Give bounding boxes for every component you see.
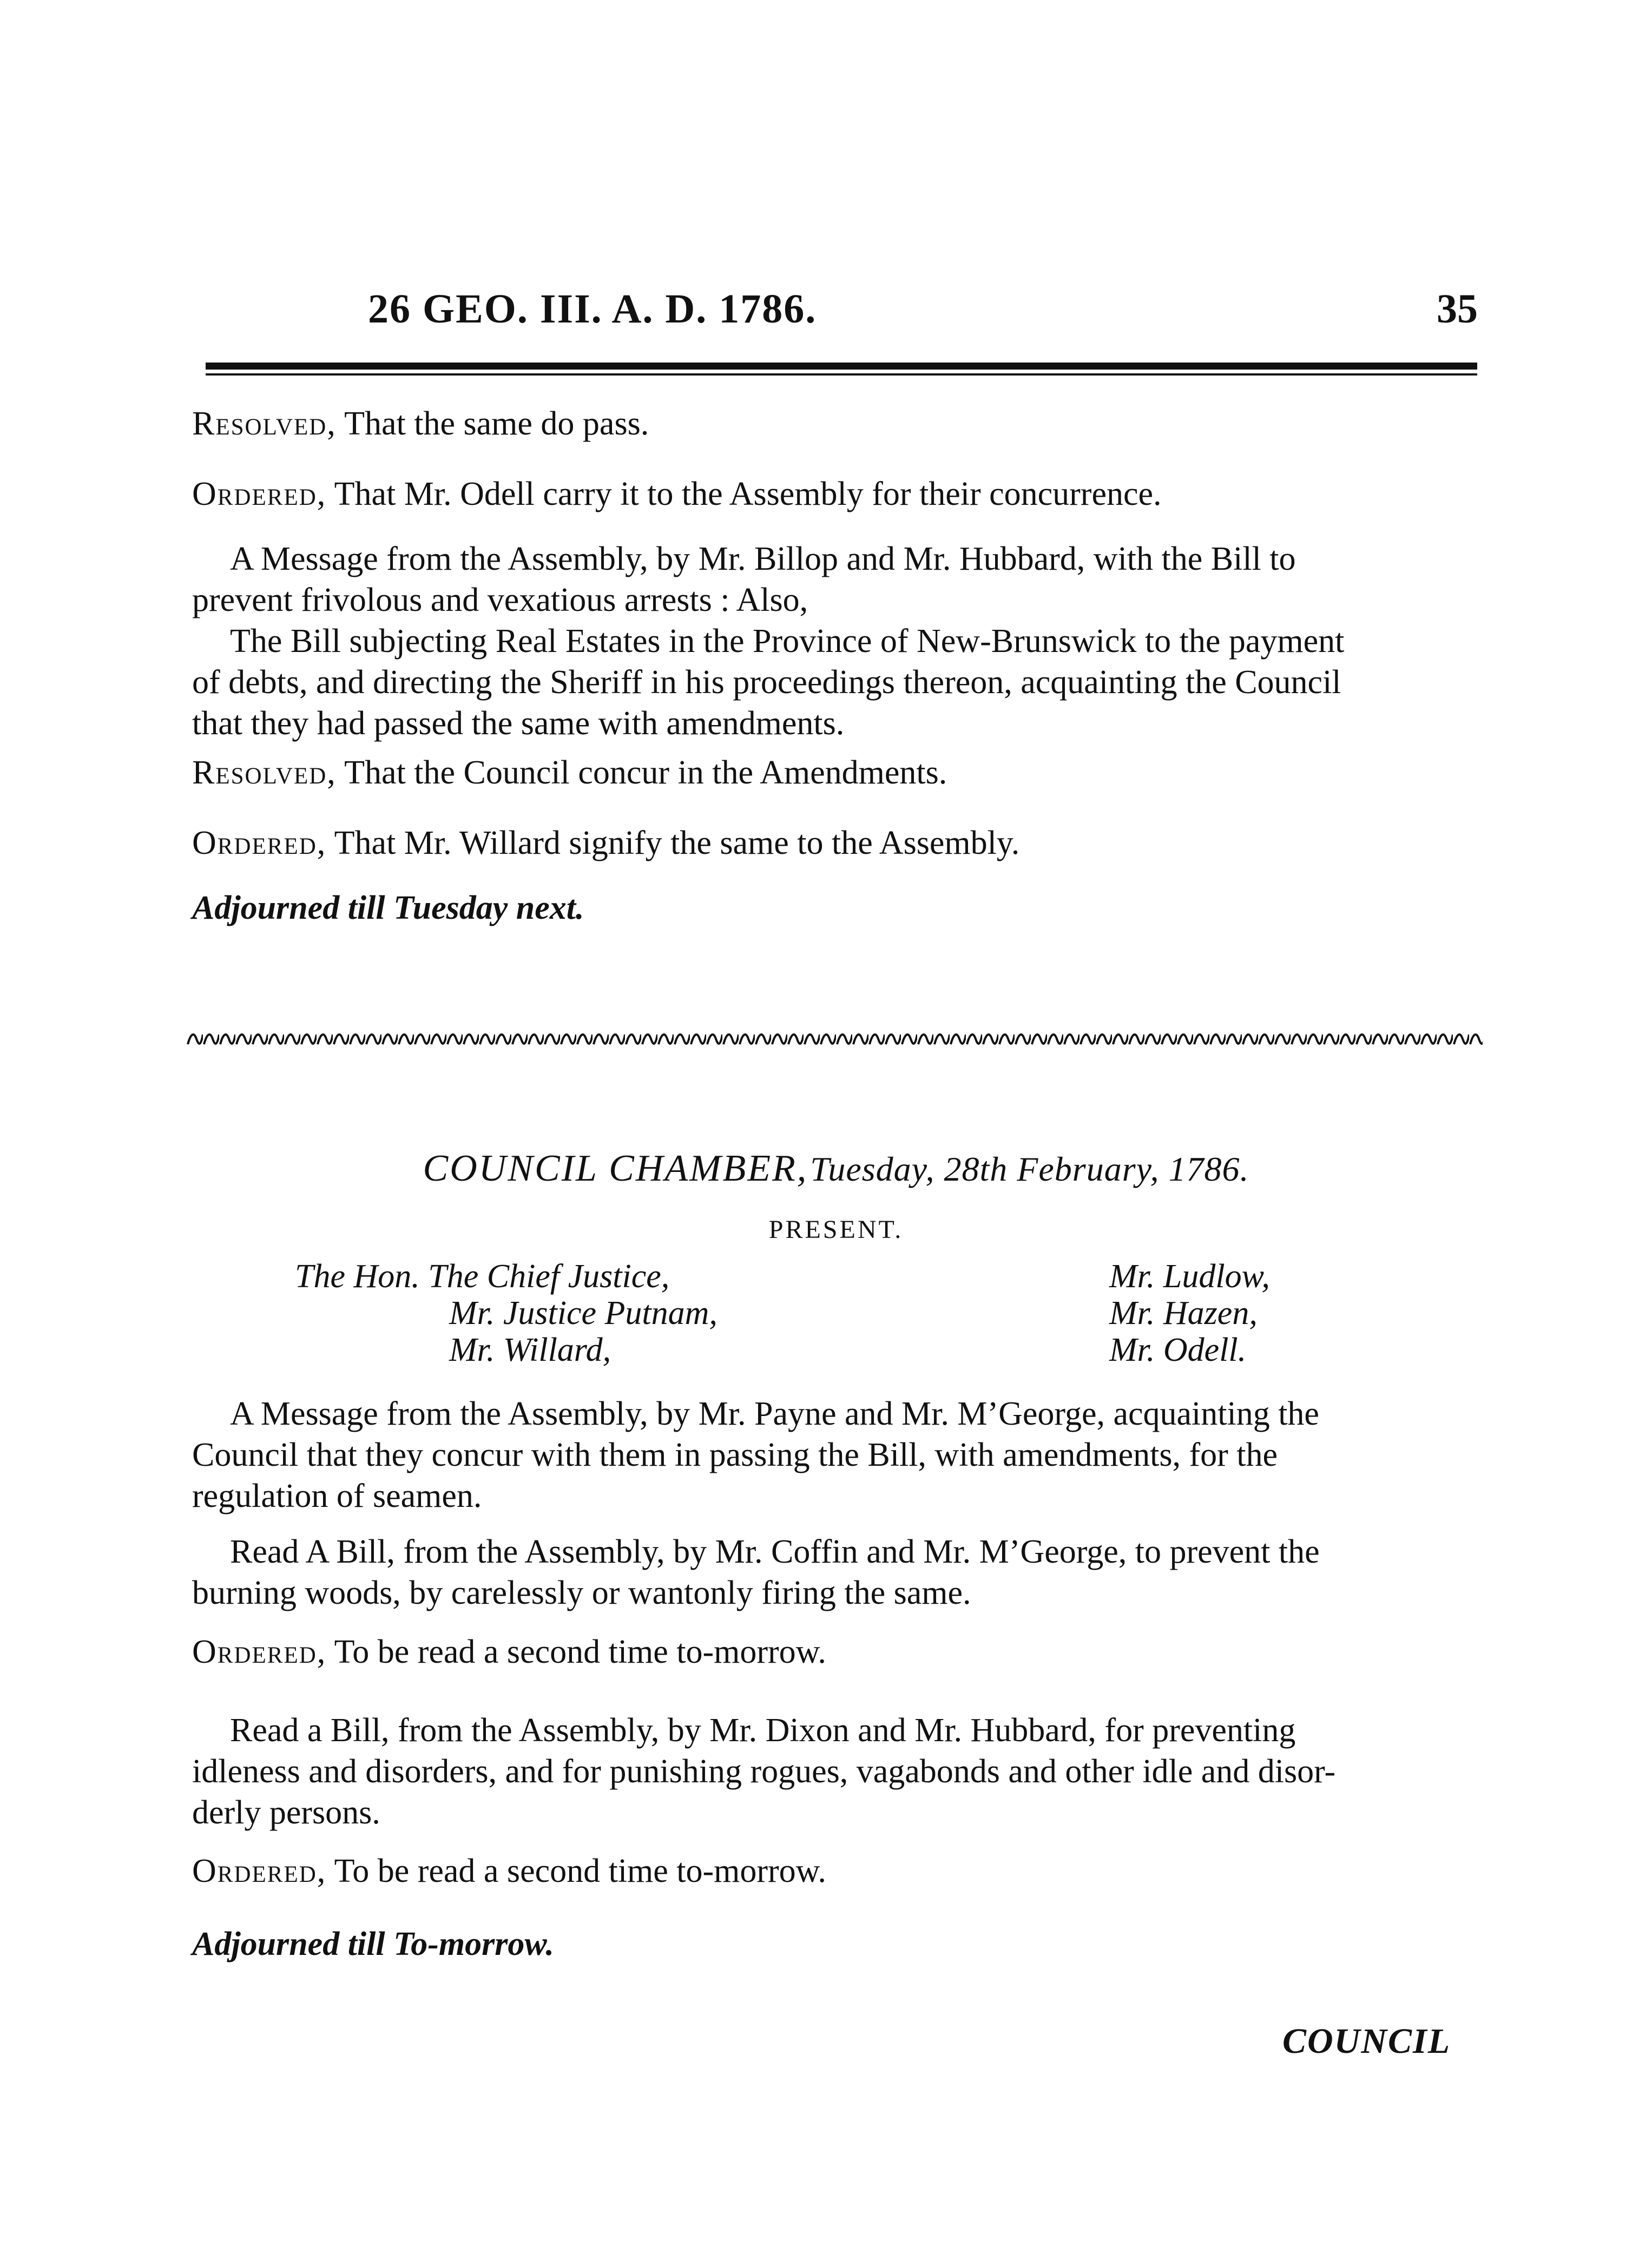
ordered-paragraph-4	[192, 1850, 1480, 1892]
ordered-text: To be read a second time to-morrow.	[334, 1853, 826, 1889]
member-left-2: Mr. Justice Putnam,	[449, 1295, 718, 1332]
member-right-3: Mr. Odell.	[1109, 1332, 1247, 1368]
ordered-text: To be read a second time to-morrow.	[334, 1634, 826, 1670]
heading-date: Tuesday, 28th February, 1786.	[810, 1150, 1249, 1188]
ordered-paragraph-1	[192, 473, 1480, 515]
message-1-line-3: The Bill subjecting Real Estates in the Province of New-Brunswick to the payment	[230, 623, 1345, 660]
adjourned-line-2: Adjourned till To-morrow.	[192, 1926, 554, 1962]
member-right-2: Mr. Hazen,	[1109, 1295, 1258, 1332]
ornamental-divider	[187, 1028, 1483, 1050]
ordered-text: That Mr. Willard signify the same to the Assembly.	[334, 825, 1020, 861]
ordered-paragraph-3	[192, 1631, 1480, 1672]
message-1-line-2: prevent frivolous and vexatious arrests : Also,	[192, 582, 808, 618]
read-2-line-3: derly persons.	[192, 1794, 380, 1831]
ordered-label: Ordered,	[192, 1853, 327, 1889]
heading-main: COUNCIL CHAMBER,	[423, 1148, 808, 1189]
ordered-label: Ordered,	[192, 1634, 327, 1670]
message-2-line-2: Council that they concur with them in passing the Bill, with amendments, for the	[192, 1437, 1278, 1473]
present-label: PRESENT.	[768, 1215, 904, 1244]
resolved-label: Resolved,	[192, 754, 337, 791]
read-2-line-1: Read a Bill, from the Assembly, by Mr. Dixon and Mr. Hubbard, for preventing	[230, 1712, 1296, 1749]
adjourned-line-1: Adjourned till Tuesday next.	[192, 890, 584, 926]
catchword: COUNCIL	[1282, 2021, 1451, 2061]
message-paragraph-1	[192, 538, 1480, 744]
header-rule-thin	[206, 373, 1477, 376]
read-2-line-2: idleness and disorders, and for punishing rogues, vagabonds and other idle and disor-	[192, 1753, 1336, 1790]
message-1-line-4: of debts, and directing the Sheriff in his proceedings thereon, acquainting the Council	[192, 664, 1341, 701]
message-1-line-1: A Message from the Assembly, by Mr. Billop and Mr. Hubbard, with the Bill to	[230, 541, 1296, 577]
resolved-text: That the Council concur in the Amendments.	[344, 754, 947, 791]
message-paragraph-2	[192, 1393, 1480, 1517]
message-2-line-3: regulation of seamen.	[192, 1478, 482, 1514]
ordered-text: That Mr. Odell carry it to the Assembly for their concurrence.	[334, 476, 1162, 512]
message-2-line-1: A Message from the Assembly, by Mr. Payne and Mr. M’George, acquainting the	[230, 1395, 1319, 1432]
resolved-text: That the same do pass.	[344, 405, 649, 442]
read-1-line-2: burning woods, by carelessly or wantonly firing the same.	[192, 1575, 971, 1611]
resolved-paragraph-1	[192, 403, 1480, 444]
ordered-paragraph-2	[192, 822, 1480, 864]
member-right-1: Mr. Ludlow,	[1109, 1258, 1270, 1295]
resolved-label: Resolved,	[192, 405, 337, 442]
members-left-column	[295, 1258, 890, 1368]
read-1-line-1: Read A Bill, from the Assembly, by Mr. Coffin and Mr. M’George, to prevent the	[230, 1533, 1320, 1570]
member-left-3: Mr. Willard,	[449, 1332, 611, 1368]
message-1-line-5: that they had passed the same with amendments.	[192, 705, 845, 742]
council-chamber-heading	[192, 1147, 1480, 1190]
header-double-rule	[206, 363, 1477, 379]
running-header-title: 26 GEO. III. A. D. 1786.	[368, 286, 817, 332]
header-rule-thick	[206, 363, 1477, 370]
ordered-label: Ordered,	[192, 825, 327, 861]
ordered-label: Ordered,	[192, 476, 327, 512]
members-right-column	[1109, 1258, 1434, 1368]
read-paragraph-1	[192, 1531, 1480, 1613]
read-paragraph-2	[192, 1710, 1480, 1833]
page-number: 35	[1437, 286, 1478, 332]
resolved-paragraph-2	[192, 752, 1480, 793]
member-left-1: The Hon. The Chief Justice,	[295, 1258, 670, 1295]
